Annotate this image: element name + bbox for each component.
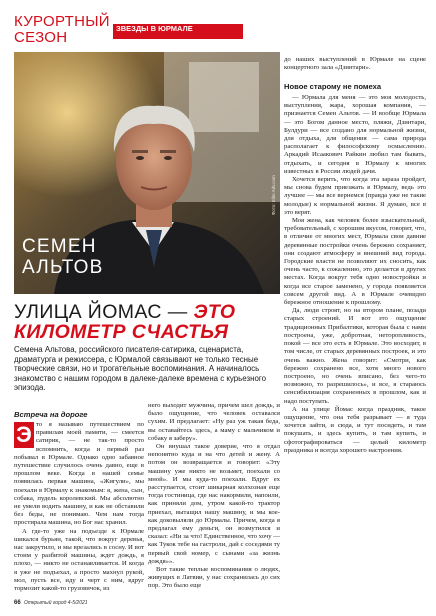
paragraph: Он внушал такое доверие, что я отдал непонятно куда и на что детей и жену. А потом он возвращается и говорит: «Эту машину уже никто не возьмет, поехали со мной». И мы куда-то поехали. Вдруг ех расступается, стоит шикарная колхозная еще тогда гостиница, где нас накормили, напоили, как приняли дом, утром какой-то трактор приехал, вытащил нашу машину, и мы кое-как доковыляли до Юрмалы. Причем, когда я предлагал ему деньги, он возмутился и сказал: «Ни за что! Единственное, что хочу — как Тукок тебе на гастроли, дай с соседями ту первый свой номер, с сынами «за жизнь дождя»». — [148, 443, 280, 565]
right-column-body — [284, 94, 426, 455]
paragraph: Да, люди строят, но на втором плане, позади старых строений. И вот это ощущение традиционных Прибалтики, которая была с нами построена, уже, добротная, неторопливость, покой — все это есть в Юрмале. Это восходит, в том числе, от старых деревянных построек, и это очень важно. Жена говорит: «Смотри, как бережно сохранено все, хотя много нового построено, но очень вписано, без чего-то возможно, то разрешилось», и все, я стараюсь сенсибилизация сохраненных в прошлом, как и надо поступать. — [284, 307, 426, 405]
paragraph: Моя жена, как человек более взыскательный, требовательный, с хорошим вкусом, говорит, что, в отличие от многих мест, Юрмала свои давние деревянные постройки очень бережно сохраняет, они создают атмосферу и внешний вид города. Городские власти не позволяют их сносить, как очень часто, к сожалению, это делается в других местах. Когда вокруг тебя одно новостройки и когда все старое заменено, у города появляется совсем другой вид. А в Юрмале очевидно бережное отношение к прошлому. — [284, 217, 426, 307]
right-subheading: Новое старому не помеха — [284, 82, 382, 91]
rubric-tag: ЗВЕЗДЫ В ЮРМАЛЕ — [113, 24, 243, 39]
paragraph: А на улице Йомас когда праздник, такое ощущение, что она тебя разрывает — я туда хочется зайти, и сюда, и тут посидеть, и там покушать, и здесь купить, и там купить, и сфотографироваться — целый километр праздника и всегда хорошего настроения. — [284, 405, 426, 454]
paragraph: Вот такие теплые воспоминания о людях, живущих в Латвии, у нас сохранилась до сих пор. Это было еще — [148, 566, 280, 590]
page-number: 66 — [14, 600, 21, 606]
photo-credit: Фото: Elite Adv.com — [271, 175, 276, 215]
paragraph: — Юрмала для меня — это моя молодость, выступления, жара, хорошая компания, — признается Семен Альтов. — И вообще Юрмала — это Богом данное место, пляжи, Дзинтари, Булдури — все создано для нормальной жизни, для отдыха, для общения — сама природа располагает к философскому осмыслению. Аркадий Исаакович Райкин любил там бывать, отдыхать, и сегодня в Юрмалу к многих известных в России людей дачи. — [284, 94, 426, 175]
article-lead: Семена Альтова, российского писателя-сатирика, сценариста, драматурга и режиссера, с Юрмалой связывают не только тесные творческие связи, но и трогательные воспоминания. А начиналось знакомство с нашим городом в далеке-далеке времена с курьезного эпизода. — [14, 345, 266, 393]
title-accent-line2: КИЛОМЕТР СЧАСТЬЯ — [14, 321, 229, 343]
article-title — [14, 302, 280, 342]
title-plain: УЛИЦА ЙОМАС — — [14, 301, 188, 323]
right-column-intro: до наших выступлений в Юрмале на сцене концертного зала «Дзинтари». — [284, 56, 426, 72]
publication-source: Открытый город 4-5/2021 — [24, 600, 88, 606]
photo-caption-name — [22, 236, 104, 278]
title-accent: ЭТО — [193, 301, 236, 323]
paragraph: А где-то уже на подъезде к Юрмале шикался бурьян, такой, что вокруг деревья, нас закрутило, и мы врезались в сосну. И вот стоим у разбитой машины, ждет дождь, я плохо, — никто не останавливается. И когда я уже не подъехал, а просто махнул рукой, мол, пусть все, иду и черт с ним, вдруг тормозит какой-то грузовичок, из — [14, 527, 144, 593]
left-subheading: Встреча на дороге — [14, 410, 88, 419]
caption-first-name: СЕМЕН — [22, 236, 97, 257]
middle-column-body — [148, 402, 280, 591]
paragraph: него выходит мужчина, причем шел дождь, и было ощущение, что человек оставался сухим. И предлагает: «Ну раз уж такая беда, вы оставайтесь здесь, а маму с мальчиком и собаку я заберу». — [148, 402, 280, 442]
paragraph: то я называю путешествием по правилам моей памяти, — смеется сатирик, — не так-то просто вспомнить, когда и первый раз побывал в Юрмале. Однако одно забавное путешествие случилось очень давно, еще в прошлом веке. Когда в нашей семье появилась первая машина, «Жигули», мы поехали в Юрмалу к знакомым: я, жена, сын, собака, пудель королевский. Мы абсолютно не умели водить машину, и как не обставили без беды, не понимаю. Чем нам тогда простирала машина, но Бог нас хранил. — [14, 421, 144, 527]
caption-last-name: АЛЬТОВ — [22, 257, 104, 278]
drop-cap: Э — [14, 422, 34, 448]
paragraph: Хочется верить, что когда эта зараза пройдет, мы снова будем приезжать в Юрмалу, ведь это лучшее — мы все вернемся (правда уже не такие молодые) к нормальной жизни. Я думаю, все в это верят. — [284, 176, 426, 216]
section-label: КУРОРТНЫЙ СЕЗОН — [14, 13, 110, 46]
